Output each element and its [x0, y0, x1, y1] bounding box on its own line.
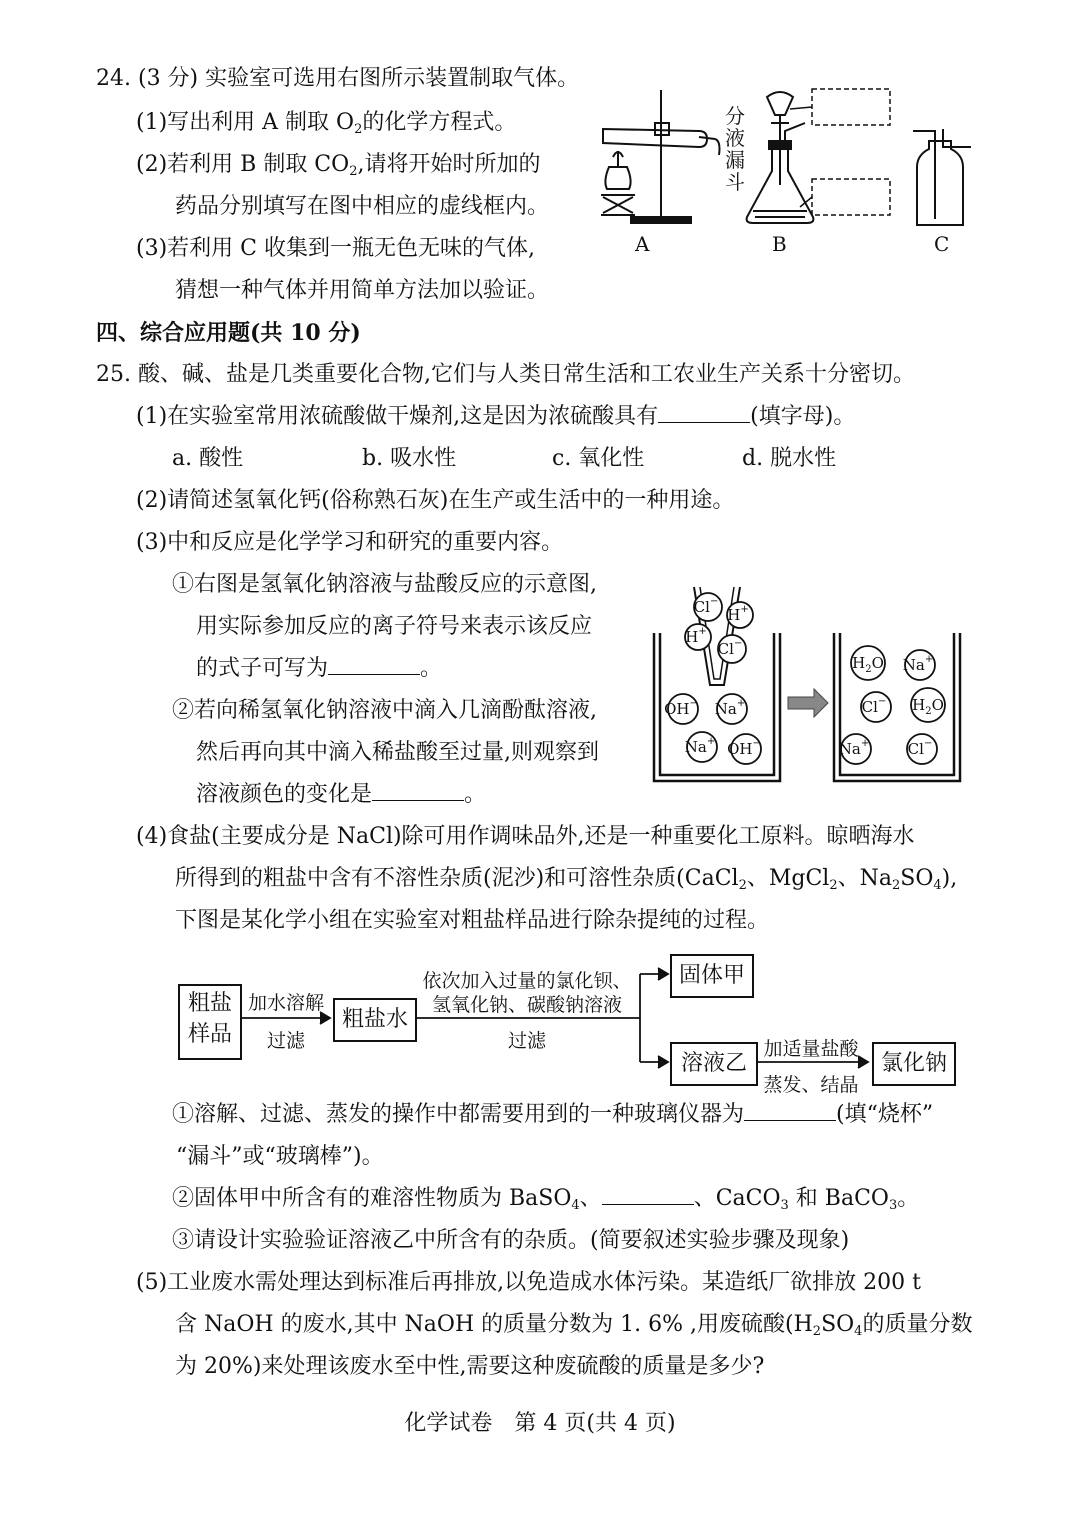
- q25-part4-line3: 下图是某化学小组在实验室对粗盐样品进行除杂提纯的过程。: [175, 908, 770, 933]
- svg-text:Na+: Na+: [684, 736, 716, 756]
- q25-part4-1-line1: ①溶解、过滤、蒸发的操作中都需要用到的一种玻璃仪器为 (填“烧杯”: [172, 1102, 934, 1127]
- flow-box-nacl: 氯化钠: [872, 1042, 956, 1086]
- q25-part4-2: ②固体甲中所含有的难溶性物质为 BaSO$_4$、 、CaCO$_3$ 和 BaCO$_3$。: [172, 1186, 920, 1213]
- flow-label-hcl: 加适量盐酸: [763, 1038, 859, 1060]
- funnel-label-2: 液: [725, 126, 745, 150]
- q25-part4-1-line2: “漏斗”或“玻璃棒”)。: [176, 1144, 384, 1169]
- q25-part3: (3)中和反应是化学学习和研究的重要内容。: [136, 530, 564, 555]
- svg-text:Cl−: Cl−: [907, 738, 933, 758]
- q25-part4-3: ③请设计实验验证溶液乙中所含有的杂质。(简要叙述实验步骤及现象): [172, 1228, 850, 1253]
- q25-part5-line1: (5)工业废水需处理达到标准后再排放,以免造成水体污染。某造纸厂欲排放 200 t: [136, 1270, 921, 1295]
- flow-label-dissolve: 加水溶解: [247, 992, 324, 1014]
- q25-option-d: d. 脱水性: [742, 446, 837, 471]
- q25-part3-1-line2: 用实际参加反应的离子符号来表示该反应: [196, 614, 593, 639]
- q25-part3-1-line3: 的式子可写为 。: [196, 656, 443, 681]
- q25-option-a: a. 酸性: [172, 446, 244, 471]
- flow-label-evaporate: 蒸发、结晶: [763, 1074, 859, 1096]
- q25-option-c: c. 氧化性: [552, 446, 645, 471]
- svg-text:Na+: Na+: [838, 738, 870, 758]
- q25-part3-2-line1: ②若向稀氢氧化钠溶液中滴入几滴酚酞溶液,: [172, 698, 597, 723]
- flow-label-reagents-2: 氢氧化钠、碳酸钠溶液: [431, 994, 622, 1016]
- q25-part5-line2: 含 NaOH 的废水,其中 NaOH 的质量分数为 1. 6% ,用废硫酸($H_2SO_4$的质量分数: [175, 1312, 973, 1339]
- q24-part2-line2: 药品分别填写在图中相应的虚线框内。: [175, 194, 550, 219]
- funnel-label-1: 分: [725, 104, 745, 128]
- q25-stem: 25. 酸、碱、盐是几类重要化合物,它们与人类日常生活和工农业生产关系十分密切。: [96, 362, 915, 387]
- label-a: A: [635, 232, 650, 256]
- funnel-label-3: 漏: [725, 148, 745, 172]
- q25-part4-line2: 所得到的粗盐中含有不溶性杂质(泥沙)和可溶性杂质(CaCl$_2$、MgCl$_2$、$Na_2SO_4$),: [175, 866, 958, 893]
- q25-part3-1-line1: ①右图是氢氧化钠溶液与盐酸反应的示意图,: [172, 572, 597, 597]
- funnel-label-4: 斗: [725, 170, 745, 194]
- svg-text:Cl−: Cl−: [717, 638, 743, 658]
- q25-part3-2-line3: 溶液颜色的变化是 。: [196, 782, 487, 807]
- flow-label-reagents-1: 依次加入过量的氯化钡、: [422, 970, 632, 992]
- flow-label-filter-1: 过滤: [266, 1030, 305, 1052]
- q25-part2: (2)请简述氢氧化钙(俗称熟石灰)在生产或生活中的一种用途。: [136, 488, 735, 513]
- answer-blank-5[interactable]: [602, 1184, 694, 1205]
- answer-blank-4[interactable]: [744, 1100, 836, 1121]
- q25-part3-2-line2: 然后再向其中滴入稀盐酸至过量,则观察到: [196, 740, 599, 765]
- svg-text:H2O: $H_2O$: [912, 696, 944, 717]
- svg-text:Na+: Na+: [714, 698, 746, 718]
- q24-stem: 24. (3 分) 实验室可选用右图所示装置制取气体。: [96, 66, 580, 91]
- svg-text:Cl−: Cl−: [861, 696, 887, 716]
- page-footer: 化学试卷 第 4 页(共 4 页): [404, 1411, 676, 1436]
- q25-part4-line1: (4)食盐(主要成分是 NaCl)除可用作调味品外,还是一种重要化工原料。晾晒海水: [136, 824, 915, 849]
- svg-text:H+: H+: [685, 626, 707, 646]
- q25-part1: (1)在实验室常用浓硫酸做干燥剂,这是因为浓硫酸具有 (填字母)。: [136, 404, 856, 429]
- flow-box-brine: 粗盐水: [333, 998, 417, 1042]
- flow-box-crude-salt: 粗盐 样品: [178, 984, 242, 1060]
- svg-text:Cl−: Cl−: [693, 596, 719, 616]
- svg-text:OH−: OH−: [727, 738, 761, 758]
- flow-box-solid-a: 固体甲: [670, 954, 754, 998]
- label-c: C: [934, 232, 950, 256]
- flow-box-solution-b: 溶液乙: [670, 1042, 758, 1086]
- svg-text:OH−: OH−: [664, 698, 698, 718]
- q24-part2-line1: (2)若利用 B 制取 $CO_2$,请将开始时所加的: [136, 152, 541, 179]
- q25-option-b: b. 吸水性: [362, 446, 457, 471]
- svg-text:H+: H+: [727, 604, 749, 624]
- label-b: B: [772, 232, 787, 256]
- section-title: 四、综合应用题(共 10 分): [96, 320, 361, 346]
- q24-part3-line1: (3)若利用 C 收集到一瓶无色无味的气体,: [136, 236, 535, 261]
- q25-part5-line3: 为 20%)来处理该废水至中性,需要这种废硫酸的质量是多少?: [175, 1354, 765, 1379]
- q24-part3-line2: 猜想一种气体并用简单方法加以验证。: [175, 278, 550, 303]
- q24-part1: (1)写出利用 A 制取 $O_2$的化学方程式。: [136, 110, 517, 137]
- flow-label-filter-2: 过滤: [507, 1030, 546, 1052]
- svg-text:H2O: $H_2O$: [852, 654, 884, 675]
- svg-text:Na+: Na+: [902, 654, 934, 674]
